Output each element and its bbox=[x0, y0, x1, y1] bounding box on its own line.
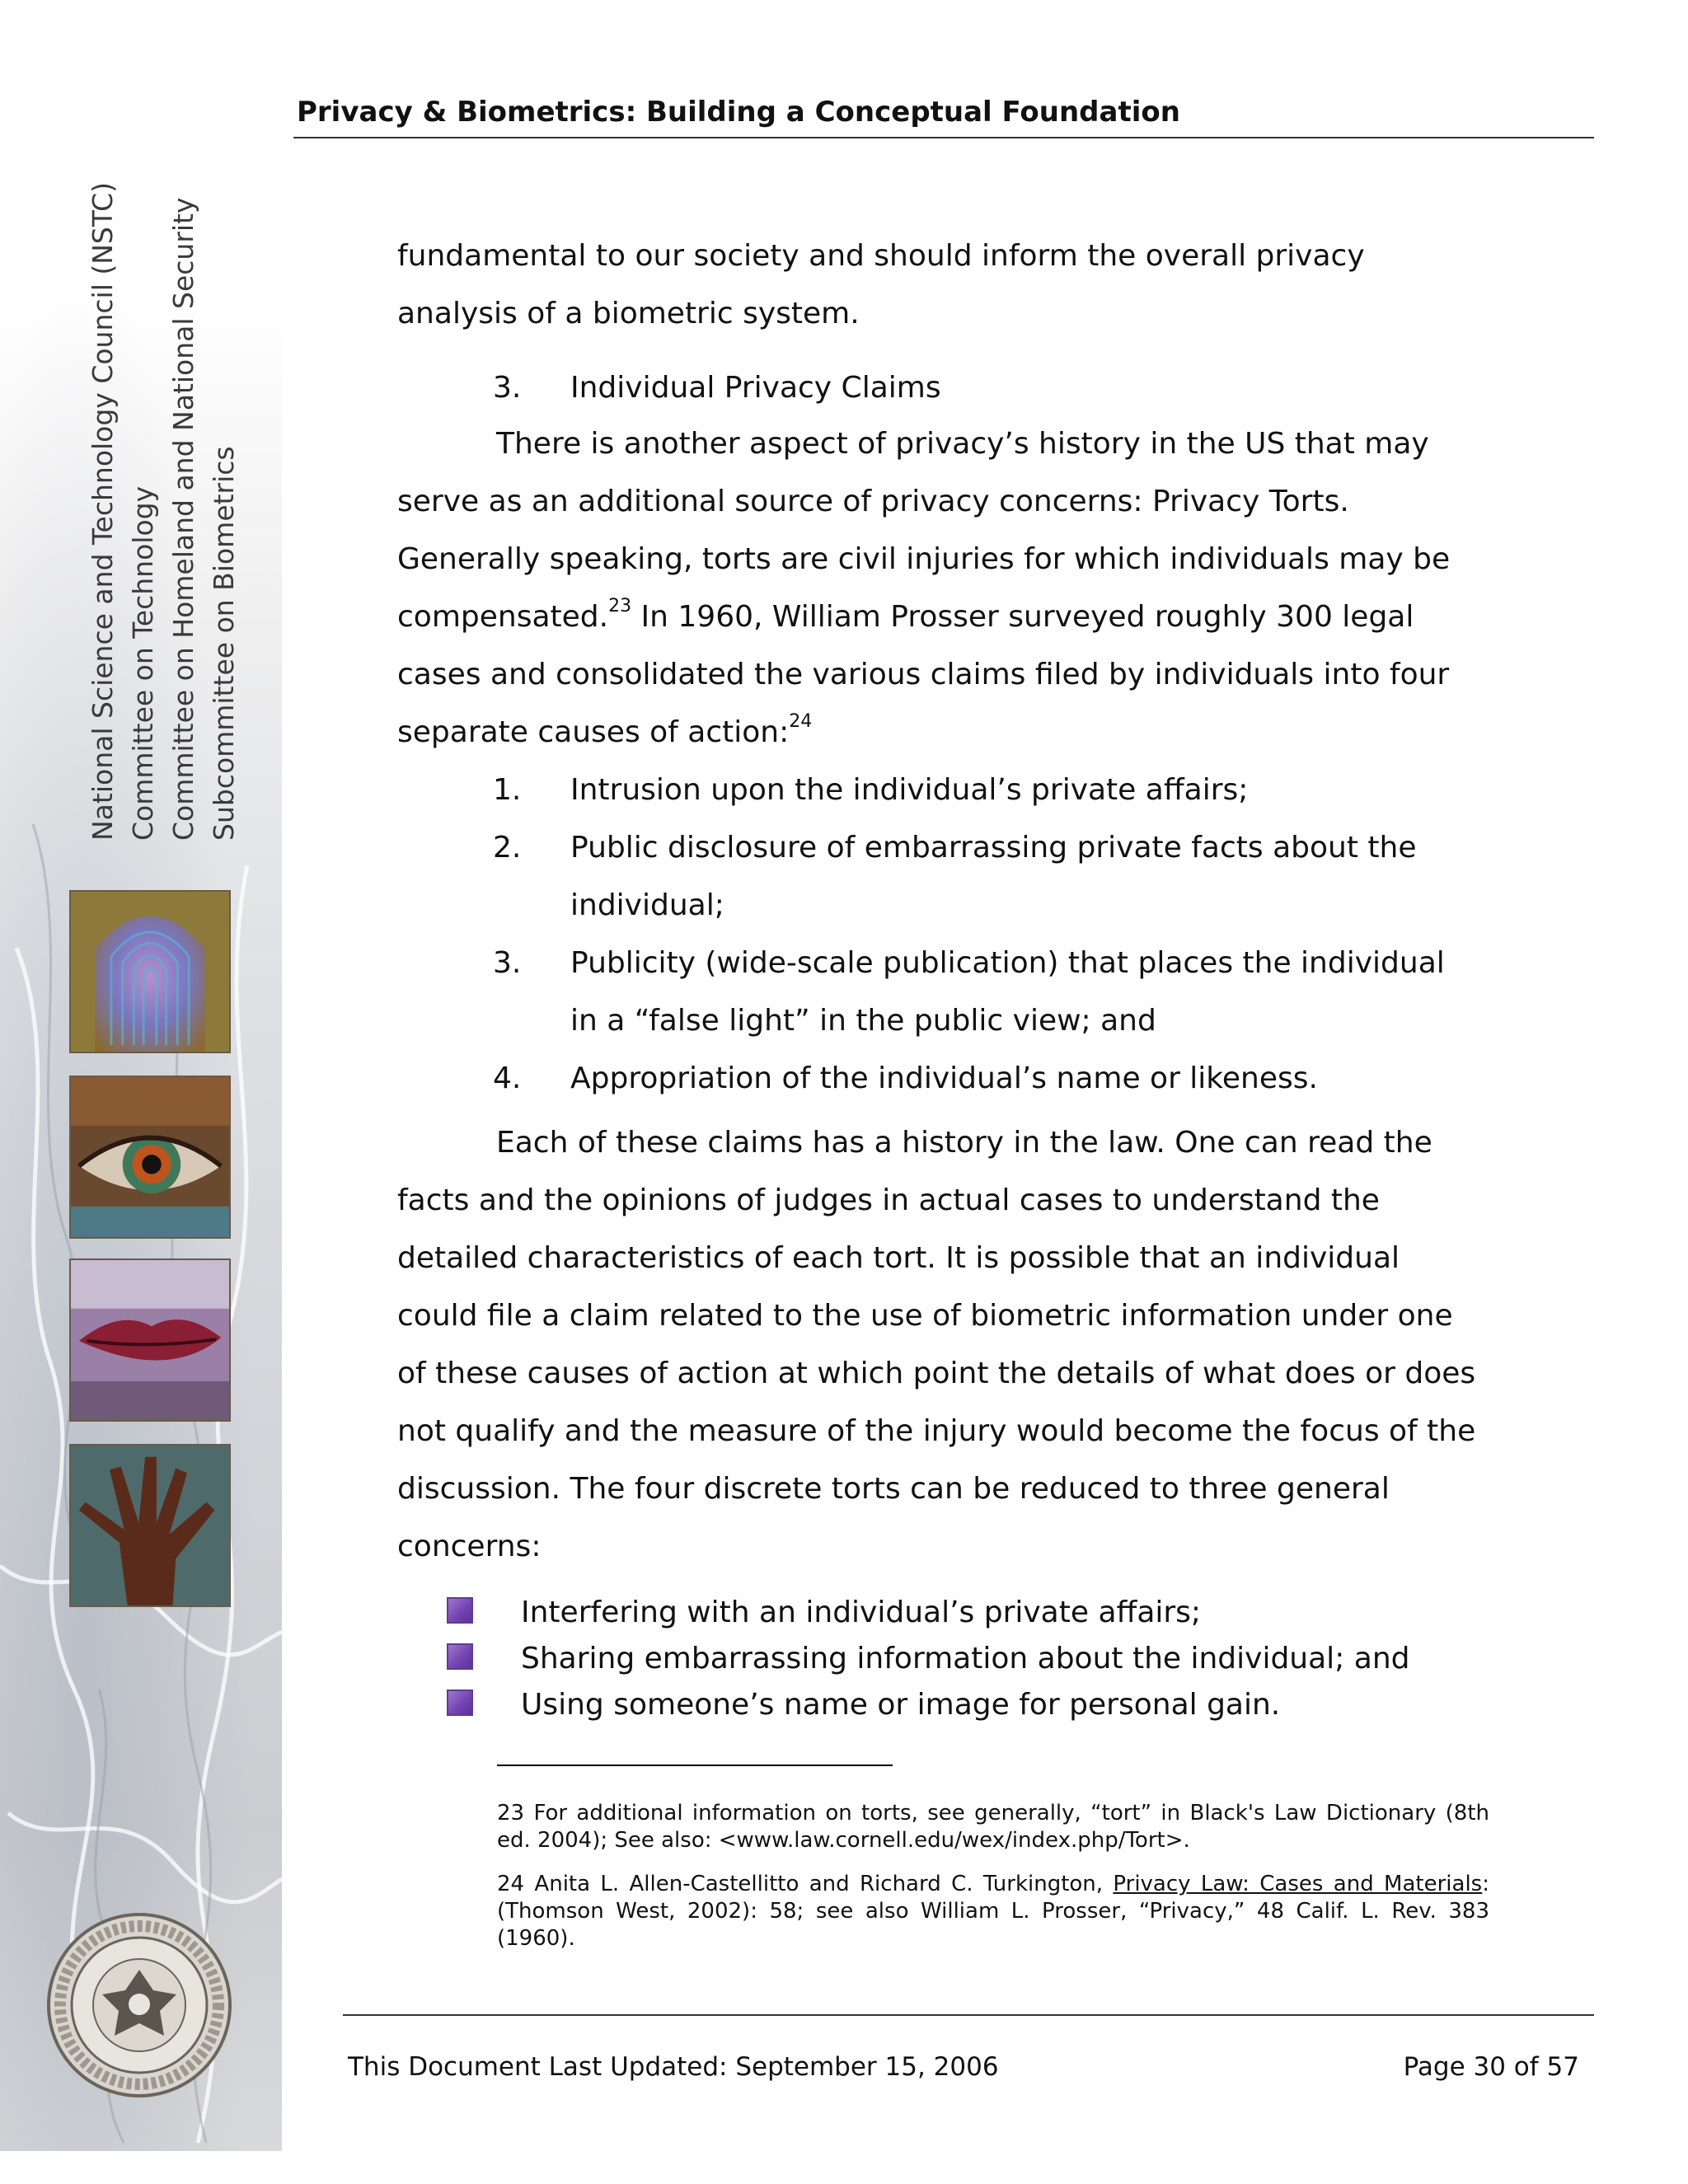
list-number: 1. bbox=[493, 773, 522, 807]
paragraph-line: Generally speaking, torts are civil injuries for which individuals may be bbox=[397, 542, 1451, 576]
paragraph-line: could file a claim related to the use of biometric information under one bbox=[397, 1299, 1453, 1333]
header-divider bbox=[293, 137, 1594, 138]
paragraph-line: serve as an additional source of privacy concerns: Privacy Torts. bbox=[397, 485, 1349, 518]
paragraph-line: facts and the opinions of judges in actual cases to understand the bbox=[397, 1183, 1380, 1217]
list-number: 4. bbox=[493, 1062, 522, 1095]
footnote-23: 23 For additional information on torts, see generally, “tort” in Black's Law Dictionary (8th ed. 2004); See also: <www.law.cornell.edu/wex/index.php/Tort>. bbox=[497, 1801, 1489, 1853]
purple-bullet-icon bbox=[447, 1690, 473, 1716]
executive-office-seal bbox=[46, 1912, 232, 2098]
committee-lines bbox=[82, 181, 239, 841]
paragraph-text: compensated. bbox=[397, 600, 609, 634]
footnote-separator bbox=[497, 1765, 893, 1766]
sidebar-decoration bbox=[0, 0, 282, 2151]
list-number: 2. bbox=[493, 831, 522, 865]
eye-image bbox=[69, 1076, 231, 1239]
list-item-continued: individual; bbox=[570, 888, 724, 922]
list-item-continued: in a “false light” in the public view; and bbox=[570, 1004, 1156, 1038]
paragraph-line: There is another aspect of privacy’s history in the US that may bbox=[496, 427, 1429, 461]
paragraph-line bbox=[397, 711, 813, 749]
page-header-title: Privacy & Biometrics: Building a Conceptual Foundation bbox=[297, 96, 1180, 129]
lips-image bbox=[69, 1258, 231, 1422]
body-line: analysis of a biometric system. bbox=[397, 297, 860, 330]
list-item: Public disclosure of embarrassing private facts about the bbox=[570, 831, 1417, 865]
section-heading: Individual Privacy Claims bbox=[570, 371, 941, 405]
page-number: Page 30 of 57 bbox=[1403, 2052, 1579, 2082]
footnote-text: : (Thomson West, 2002): 58; see also William L. Prosser, “Privacy,” 48 Calif. L. Rev. 383 (1960). bbox=[497, 1872, 1489, 1951]
purple-bullet-icon bbox=[447, 1643, 473, 1670]
committee-line-nstc: National Science and Technology Council (NSTC) bbox=[87, 181, 119, 841]
list-item: Appropriation of the individual’s name or likeness. bbox=[570, 1062, 1318, 1095]
bullet-item: Interfering with an individual’s private affairs; bbox=[521, 1596, 1202, 1629]
paragraph-line: not qualify and the measure of the injury would become the focus of the bbox=[397, 1414, 1476, 1448]
list-item: Publicity (wide-scale publication) that places the individual bbox=[570, 946, 1445, 980]
paragraph-line bbox=[397, 596, 1414, 634]
committee-line-technology: Committee on Technology bbox=[127, 485, 159, 841]
paragraph-line: concerns: bbox=[397, 1530, 542, 1563]
paragraph-line: Each of these claims has a history in the law. One can read the bbox=[496, 1126, 1432, 1160]
list-item: Intrusion upon the individual’s private affairs; bbox=[570, 773, 1249, 807]
bullet-item: Sharing embarrassing information about the individual; and bbox=[521, 1642, 1410, 1675]
fingerprint-image bbox=[69, 890, 231, 1053]
hand-image bbox=[69, 1444, 231, 1607]
footnote-book-title: Privacy Law: Cases and Materials bbox=[1113, 1872, 1483, 1896]
paragraph-line: cases and consolidated the various claims filed by individuals into four bbox=[397, 658, 1450, 691]
list-number: 3. bbox=[493, 946, 522, 980]
footer-divider bbox=[343, 2014, 1594, 2016]
paragraph-line: of these causes of action at which point the details of what does or does bbox=[397, 1357, 1476, 1390]
paragraph-text: In 1960, William Prosser surveyed roughly 300 legal bbox=[631, 600, 1414, 634]
committee-line-homeland: Committee on Homeland and National Security bbox=[167, 197, 199, 841]
paragraph-text: separate causes of action: bbox=[397, 715, 790, 749]
footnote-ref-24[interactable]: 24 bbox=[789, 711, 813, 732]
footnote-ref-23[interactable]: 23 bbox=[608, 596, 632, 616]
paragraph-line: detailed characteristics of each tort. It is possible that an individual bbox=[397, 1241, 1400, 1275]
committee-line-biometrics: Subcommittee on Biometrics bbox=[208, 446, 240, 841]
purple-bullet-icon bbox=[447, 1597, 473, 1624]
paragraph-line: discussion. The four discrete torts can be reduced to three general bbox=[397, 1472, 1390, 1506]
section-number: 3. bbox=[493, 371, 522, 405]
last-updated-label: This Document Last Updated: September 15, 2006 bbox=[348, 2052, 999, 2082]
footnote-24 bbox=[497, 1871, 1489, 1952]
bullet-item: Using someone’s name or image for personal gain. bbox=[521, 1688, 1281, 1722]
body-line: fundamental to our society and should inform the overall privacy bbox=[397, 239, 1365, 273]
footnote-text: 24 Anita L. Allen-Castellitto and Richard C. Turkington, bbox=[497, 1872, 1114, 1896]
